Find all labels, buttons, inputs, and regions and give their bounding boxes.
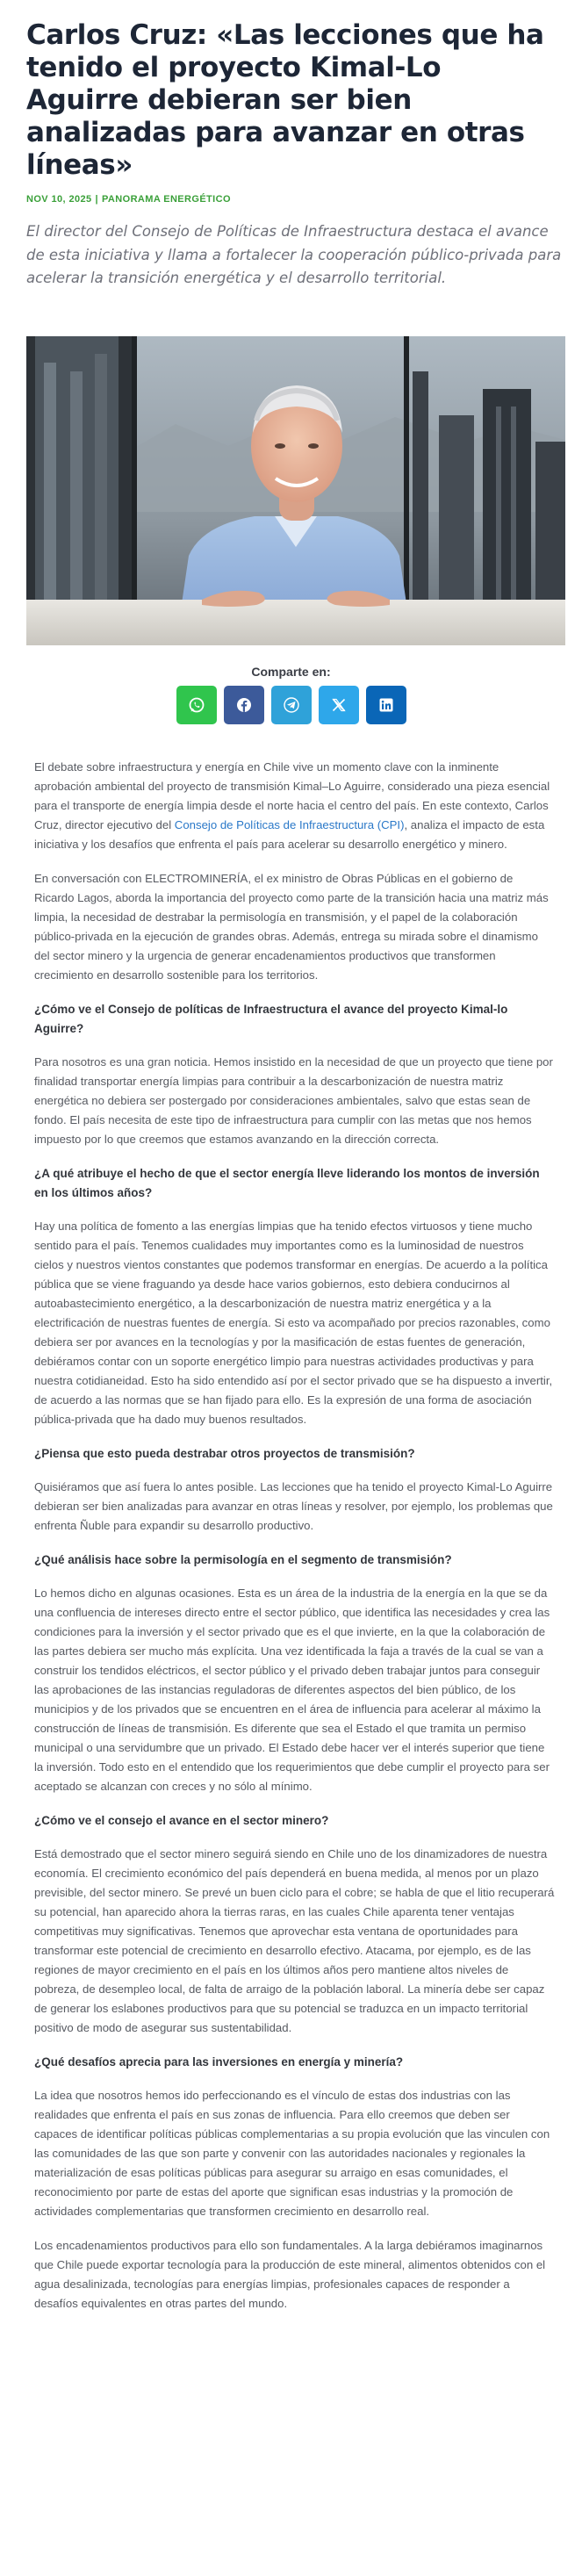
answer-6: La idea que nosotros hemos ido perfeccionando es el vínculo de estas dos industrias con las realidades que enfrenta el país en sus zonas de influencia. Para ello creemos que deben ser capaces de identificar políticas públicas complementarias a su propia evolución que las vinculen con las comunidades de las que son parte y convenir con las autoridades nacionales y regionales la materialización de esas políticas públicas para asegurar su arraigo en esas comunidades, el reconocimiento por parte de estas del aporte que significan esas industrias y la promoción de actividades complementarias que transformen crecimiento en desarrollo real. bbox=[34, 2089, 550, 2218]
cpi-link[interactable]: Consejo de Políticas de Infraestructura (CPI) bbox=[174, 818, 405, 831]
meta-separator: | bbox=[95, 194, 98, 205]
share-buttons bbox=[0, 686, 582, 724]
article-category-link[interactable]: PANORAMA ENERGÉTICO bbox=[102, 194, 231, 205]
share-facebook-button[interactable] bbox=[224, 686, 264, 724]
question-6: ¿Qué desafíos aprecia para las inversiones en energía y minería? bbox=[34, 2055, 404, 2069]
article-body bbox=[34, 758, 556, 2328]
answer-2: Hay una política de fomento a las energías limpias que ha tenido efectos virtuosos y tiene mucho sentido para el país. Tenemos cualidades muy importantes como es la luminosidad de nuestros cielos y nuestros vientos constantes que podemos transformar en energías. De acuerdo a la política pública que se viene fraguando ya desde hace varios gobiernos, esto debiera conducirnos al autoabastecimiento energético, a la descarbonización de nuestra matriz energética y a la electrificación de nuestras fuentes de energía. Si esto va acompañado por precios razonables, como debiera ser por avances en la tecnologías y por la masificación de estas fuentes de generación, debiéramos contar con un soporte energético limpio para nuestras actividades productivas y para nuestra cotidianeidad. Esto ha sido entendido así por el sector privado que se ha dispuesto a invertir, de acuerdo a las normas que se han fijado para ello. Es la expresión de una forma de asociación pública-privada que ha dado muy buenos resultados. bbox=[34, 1220, 553, 1426]
question-2: ¿A qué atribuye el hecho de que el sector energía lleve liderando los montos de inversión en los últimos años? bbox=[34, 1167, 540, 1199]
question-5: ¿Cómo ve el consejo el avance en el sector minero? bbox=[34, 1814, 329, 1827]
featured-photo bbox=[26, 336, 565, 645]
answer-6-continued: Los encadenamientos productivos para ello son fundamentales. A la larga debiéramos imaginarnos que Chile puede exportar tecnología para la producción de este mineral, alimentos obtenidos con el agua desalinizada, tecnologías para energías limpias, profesionales capaces de responder a desafíos equivalentes en otras partes del mundo. bbox=[34, 2239, 546, 2310]
answer-4: Lo hemos dicho en algunas ocasiones. Esta es un área de la industria de la energía en la que se da una confluencia de intereses directo entre el sector público, que identifica las necesidades y crea las condiciones para la inversión y el sector privado que es el que invierte, en la que la colaboración de las partes debiera ser mucho más explícita. Una vez identificada la faja a través de la cual se van a construir los tendidos eléctricos, el sector público y el privado deben trabajar juntos para conseguir las aprobaciones de las instancias reguladoras de diferentes aspectos del bien público, de los municipios y de los privados que se encuentren en el área de influencia para acelerar al máximo la construcción de líneas de transmisión. Es diferente que sea el Estado el que tramita un permiso municipal o una servidumbre que un privado. El Estado debe hacer ver el interés superior que tiene la inversión. Todo esto en el entendido que los requerimientos que debe cumplir el proyecto para ser aceptado se alcanzan con creces y no sólo al mínimo. bbox=[34, 1587, 550, 1793]
telegram-icon bbox=[283, 696, 300, 714]
linkedin-icon bbox=[377, 696, 395, 714]
intro-text-after: , analiza el impacto de esta iniciativa y los desafíos que enfrenta el país para acelerar su desarrollo energético y minero. bbox=[34, 818, 545, 851]
article-meta bbox=[26, 194, 562, 205]
article-date: NOV 10, 2025 bbox=[26, 194, 92, 205]
share-section bbox=[0, 665, 582, 724]
paragraph-intro bbox=[34, 758, 556, 854]
intro-text-before: El debate sobre infraestructura y energía en Chile vive un momento clave con la inminente aprobación ambiental del proyecto de transmisión Kimal–Lo Aguirre, considerado una pieza esencial para el transporte de energía limpia desde el norte hacia el centro del país. En este contexto, Carlos Cruz, director ejecutivo del bbox=[34, 760, 550, 831]
facebook-icon bbox=[235, 696, 253, 714]
portrait-illustration bbox=[26, 336, 565, 645]
x-icon bbox=[330, 696, 348, 714]
answer-5: Está demostrado que el sector minero seguirá siendo en Chile uno de los dinamizadores de nuestra economía. El crecimiento económico del país dependerá en buena medida, al menos por un plazo previsible, del sector minero. Se prevé un buen ciclo para el cobre; se habla de que el litio recuperará su potencial, han aparecido ahora la tierras raras, en las cuales Chile aparenta tener ventajas competitivas muy significativas. Tenemos que aprovechar esta ventana de oportunidades para transformar este potencial de crecimiento en desarrollo efectivo. Atacama, por ejemplo, es de las regiones de mayor crecimiento en el país en los últimos años pero mantiene altos niveles de pobreza, de desempleo local, de falta de arraigo de la población laboral. La minería debe ser capaz de generar los eslabones productivos para que su potencial se traduzca en un impacto territorial positivo de modo de asegurar sus sustentabilidad. bbox=[34, 1847, 555, 2034]
question-3: ¿Piensa que esto pueda destrabar otros proyectos de transmisión? bbox=[34, 1447, 415, 1460]
whatsapp-icon bbox=[188, 696, 205, 714]
article-title: Carlos Cruz: «Las lecciones que ha tenido el proyecto Kimal-Lo Aguirre debieran ser bien analizadas para avanzar en otras líneas» bbox=[26, 19, 544, 181]
share-telegram-button[interactable] bbox=[271, 686, 312, 724]
answer-3: Quisiéramos que así fuera lo antes posible. Las lecciones que ha tenido el proyecto Kimal-Lo Aguirre debieran ser bien analizadas para avanzar en otras líneas y resolver, por ejemplo, los problemas que enfrenta Ñuble para expandir su desarrollo productivo. bbox=[34, 1480, 553, 1532]
question-1: ¿Cómo ve el Consejo de políticas de Infraestructura el avance del proyecto Kimal-lo Aguirre? bbox=[34, 1003, 508, 1035]
share-linkedin-button[interactable] bbox=[366, 686, 406, 724]
article-header bbox=[26, 19, 562, 291]
question-4: ¿Qué análisis hace sobre la permisología en el segmento de transmisión? bbox=[34, 1553, 452, 1566]
share-whatsapp-button[interactable] bbox=[176, 686, 217, 724]
share-x-button[interactable] bbox=[319, 686, 359, 724]
article-lead: El director del Consejo de Políticas de Infraestructura destaca el avance de esta iniciativa y llama a fortalecer la cooperación público-privada para acelerar la transición energética y el desarrollo territorial. bbox=[26, 223, 562, 286]
share-label: Comparte en: bbox=[251, 665, 331, 679]
paragraph-context: En conversación con ELECTROMINERÍA, el ex ministro de Obras Públicas en el gobierno de Ricardo Lagos, aborda la importancia del proyecto como parte de la transición hacia una matriz más limpia, la necesidad de destrabar la permisología en transmisión, y el papel de la colaboración público-privada en la ejecución de grandes obras. Además, entrega su mirada sobre el dinamismo del sector minero y la urgencia de generar encadenamientos productivos que transformen crecimiento en desarrollo sostenible para los territorios. bbox=[34, 872, 549, 982]
answer-1: Para nosotros es una gran noticia. Hemos insistido en la necesidad de que un proyecto que tiene por finalidad transportar energía limpias para contribuir a la descarbonización de nuestra matriz energética no debiera ser postergado por consideraciones ambientales, salvo que estas sean de fondo. El país necesita de este tipo de infraestructura para cumplir con las metas que nos hemos impuesto por lo que creemos que estamos avanzando en la dirección correcta. bbox=[34, 1055, 553, 1146]
